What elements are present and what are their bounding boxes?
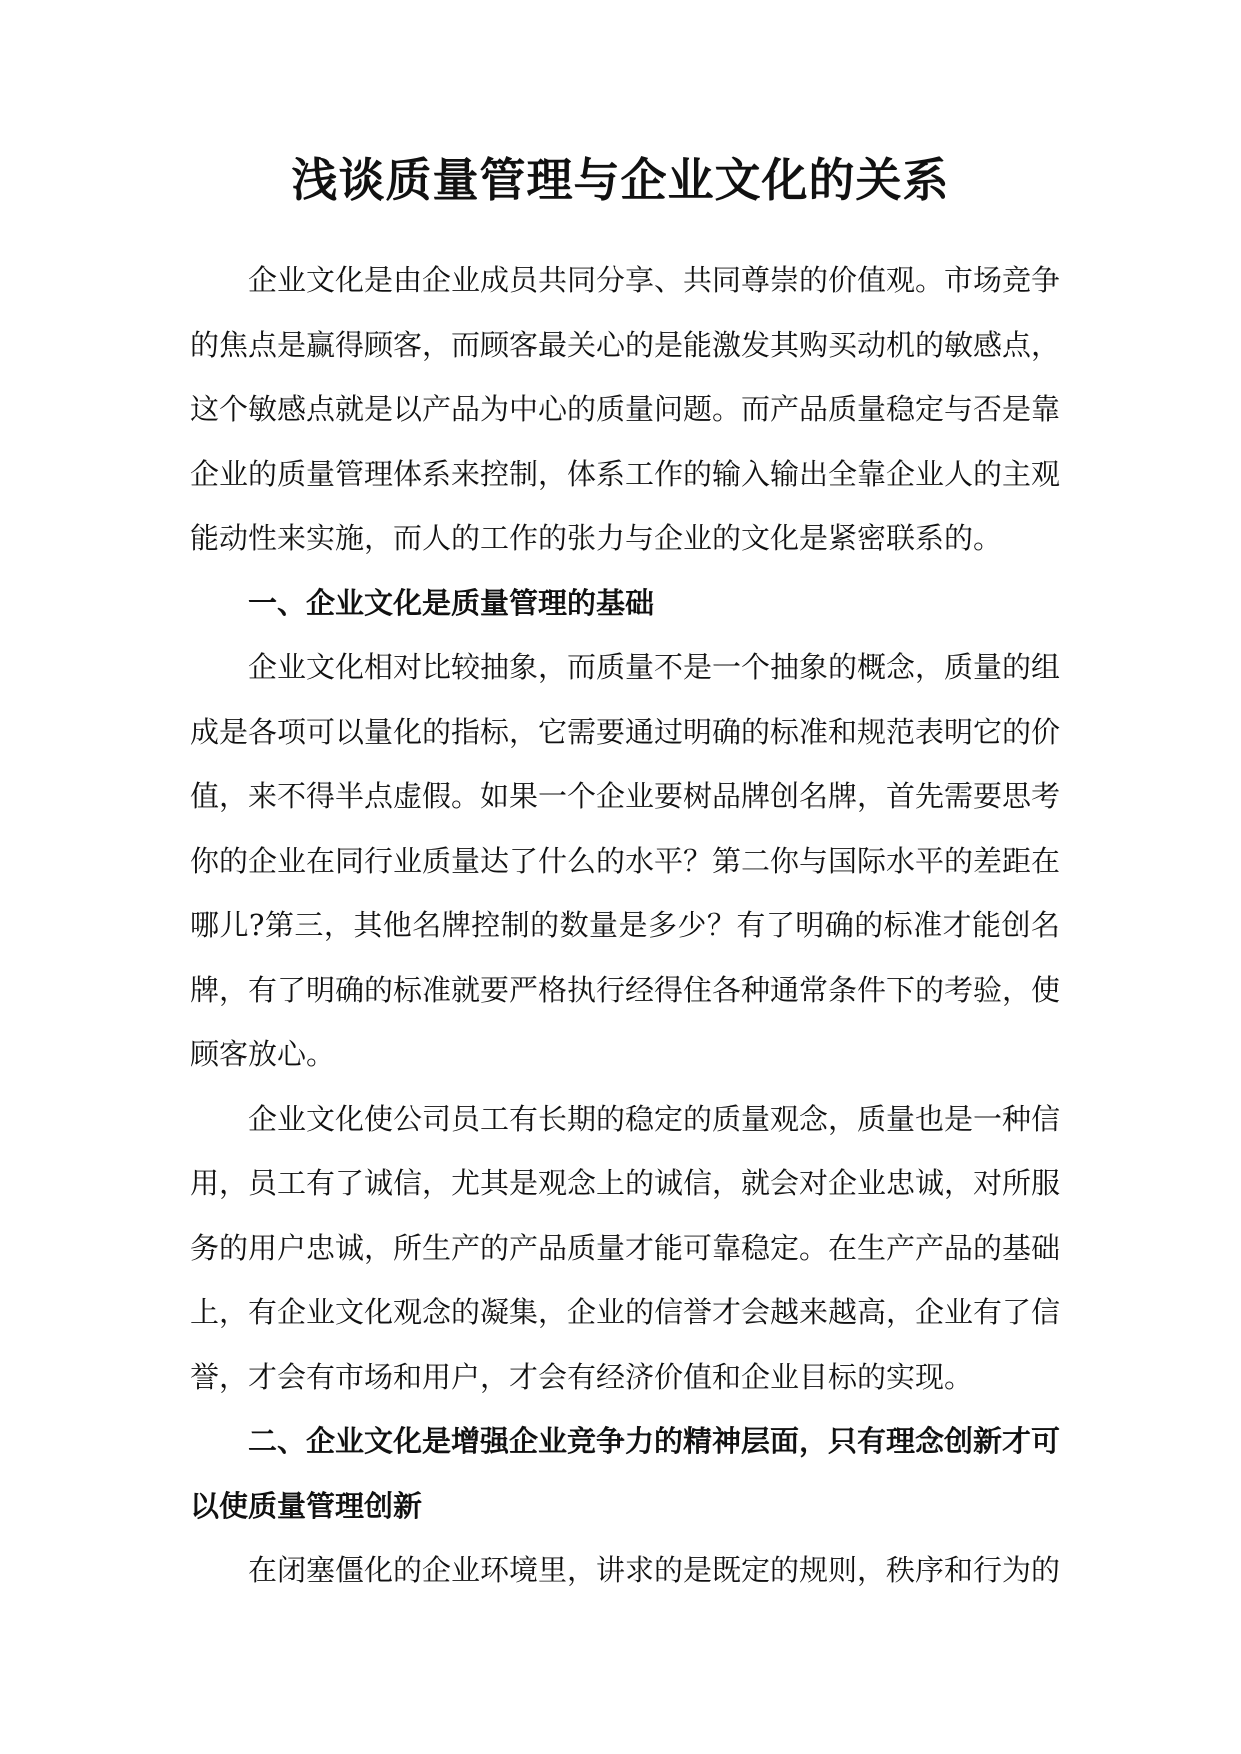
- section-heading-1: 一、企业文化是质量管理的基础: [248, 585, 655, 620]
- document-body: [190, 248, 1060, 1603]
- body-paragraph: 企业文化使公司员工有长期的稳定的质量观念，质量也是一种信用，员工有了诚信，尤其是观念上的诚信，就会对企业忠诚，对所服务的用户忠诚，所生产的产品质量才能可靠稳定。在生产产品的基础上，有企业文化观念的凝集，企业的信誉才会越来越高，企业有了信誉，才会有市场和用户，才会有经济价值和企业目标的实现。: [190, 1101, 1061, 1394]
- section-heading-2: 二、企业文化是增强企业竞争力的精神层面，只有理念创新才可以使质量管理创新: [190, 1424, 1061, 1523]
- body-paragraph: 在闭塞僵化的企业环境里，讲求的是既定的规则，秩序和行为的: [248, 1553, 1061, 1587]
- body-paragraph: 企业文化是由企业成员共同分享、共同尊崇的价值观。市场竞争的焦点是赢得顾客，而顾客最关心的是能激发其购买动机的敏感点，这个敏感点就是以产品为中心的质量问题。而产品质量稳定与否是靠企业的质量管理体系来控制，体系工作的输入输出全靠企业人的主观能动性来实施，而人的工作的张力与企业的文化是紧密联系的。: [190, 263, 1061, 555]
- document-title: 浅谈质量管理与企业文化的关系: [291, 153, 950, 207]
- body-paragraph: 企业文化相对比较抽象，而质量不是一个抽象的概念，质量的组成是各项可以量化的指标，它需要通过明确的标准和规范表明它的价值，来不得半点虚假。如果一个企业要树品牌创名牌，首先需要思考你的企业在同行业质量达了什么的水平？第二你与国际水平的差距在哪儿?第三，其他名牌控制的数量是多少？有了明确的标准才能创名牌，有了明确的标准就要严格执行经得住各种通常条件下的考验，使顾客放心。: [190, 650, 1061, 1071]
